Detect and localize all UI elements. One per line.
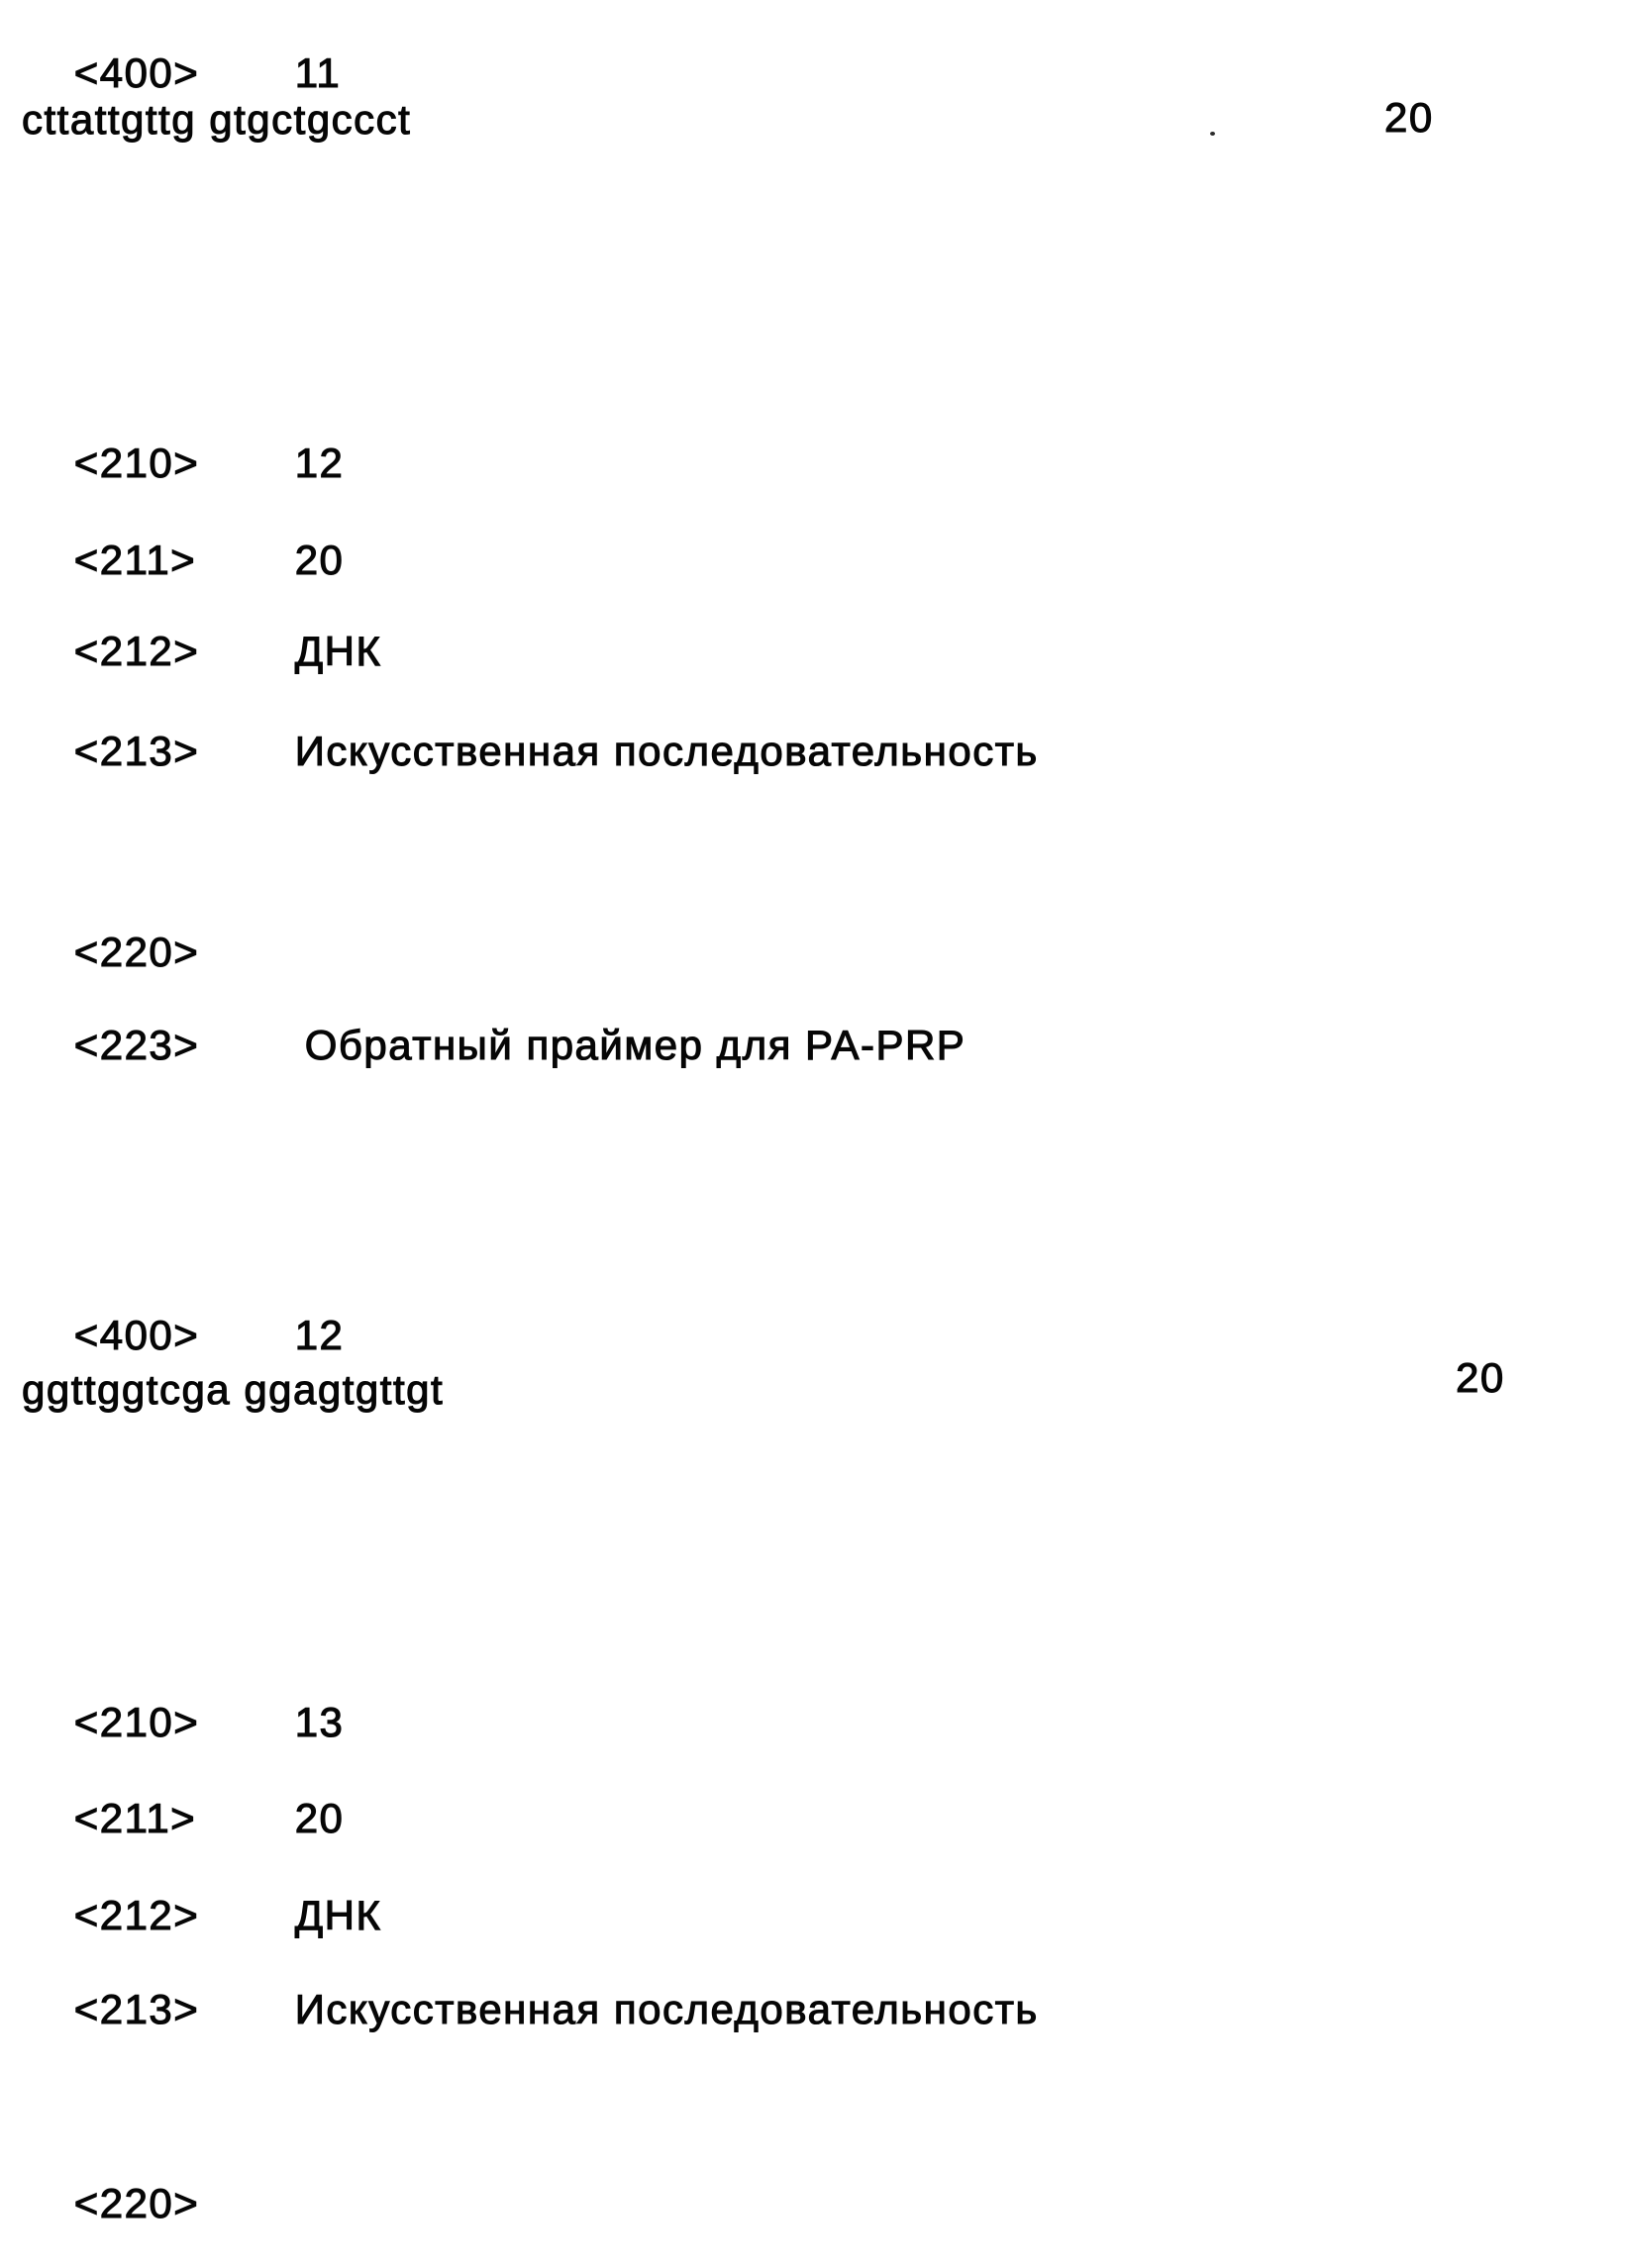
value-cell: Обратный праймер для PA-PRP [304,1022,966,1068]
tag-cell: <213> [73,1986,200,2032]
tag-cell: <211> [73,537,197,583]
tag-cell: <212> [73,1892,200,1938]
sequence-length: 20 [1456,1354,1505,1401]
feature-description-line [22,983,966,1108]
value-cell: Искусственная последовательность [294,1986,1039,2032]
sequence-text: cttattgttg gtgctgccct [22,96,412,143]
value-cell: 20 [294,1795,345,1841]
value-cell: ДНК [294,1892,382,1938]
organism-line [22,1947,1039,2072]
value-cell: ДНК [294,628,382,674]
feature-header-line [22,2141,295,2266]
value-cell: 12 [294,440,345,486]
value-cell: 11 [294,49,342,96]
tag-cell: <213> [73,728,200,774]
tag-cell: <210> [73,1699,200,1745]
sequence-text: ggttggtcga ggagtgttgt [22,1366,445,1413]
tag-cell: <210> [73,440,200,486]
value-cell: 13 [294,1699,345,1745]
tag-cell: <223> [73,1022,200,1068]
tag-cell: <400> [73,49,200,96]
value-cell: Искусственная последовательность [294,728,1039,774]
organism-line [22,689,1039,814]
tag-cell: <220> [73,2180,200,2226]
value-cell: 12 [294,1312,345,1358]
tag-cell: <400> [73,1312,200,1358]
tag-cell: <212> [73,628,200,674]
tag-cell: <211> [73,1795,197,1841]
tag-cell: <220> [73,929,200,975]
sequence-length: 20 [1384,94,1434,141]
value-cell: 20 [294,537,345,583]
scan-speck [1210,132,1215,136]
